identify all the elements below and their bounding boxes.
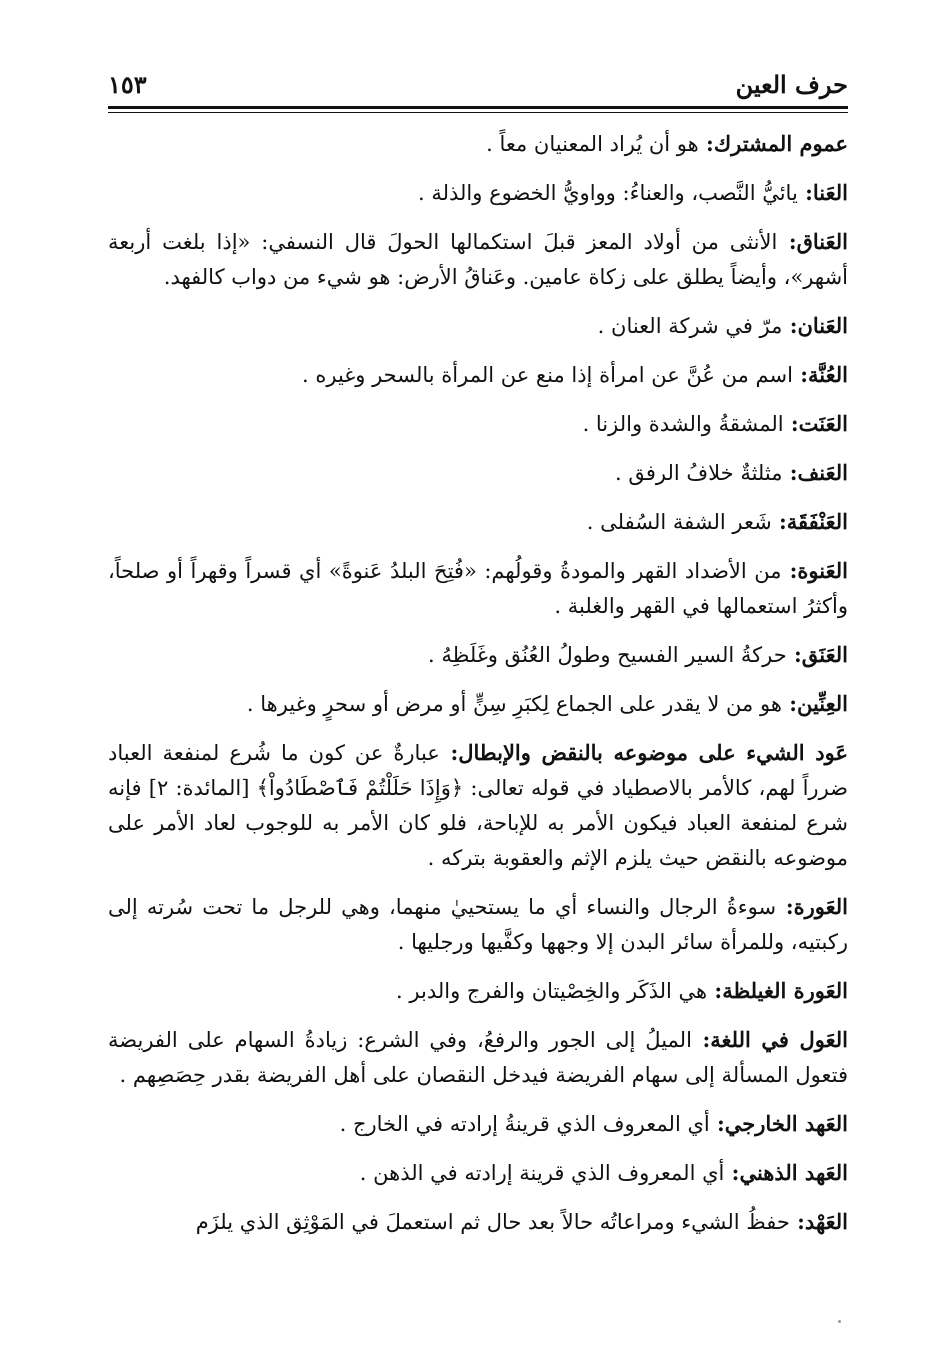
entry-term: العَنَت: [798, 411, 848, 436]
entry-definition: مثلثةٌ خلافُ الرفق .: [614, 461, 783, 485]
entry: العَنَت: المشقةُ والشدة والزنا .: [582, 411, 848, 436]
entry-term: العَنوة: [797, 558, 848, 583]
entry: العَنا: يائيُّ النَّصب، والعناءُ: وواويُّ الخضوع والذلة .: [417, 180, 848, 205]
entry-term: العَناق: [796, 229, 848, 254]
entry: العَهد الخارجي: أي المعروف الذي قرينةُ إرادته في الخارج .: [339, 1111, 848, 1136]
entry: العَهد الذهني: أي المعروف الذي قرينة إرادته في الذهن .: [359, 1160, 848, 1185]
header-rule-thick: [108, 106, 848, 109]
entry: العِنِّين: هو من لا يقدر على الجماع لِكبَرِ سِنٍّ أو مرض أو سحرٍ وغيرها .: [246, 691, 848, 716]
entry-definition: مرّ في شركة العنان .: [597, 314, 783, 338]
entry: العَورة الغيلظة: هي الذَكَر والخِصْيتان والفرج والدبر .: [396, 978, 848, 1003]
entry-definition: المشقةُ والشدة والزنا .: [582, 412, 784, 436]
page-number: ١٥٣: [108, 69, 147, 99]
entry-term: العَول في اللغة: [710, 1027, 848, 1052]
entry-definition: شَعر الشفة السُفلى .: [586, 510, 772, 534]
entry-term: العُنَّة: [808, 362, 848, 387]
page-header: [108, 64, 848, 104]
entry-term: العَورة: [793, 894, 848, 919]
entry-term: العَهد الذهني: [739, 1160, 848, 1185]
entry-definition: يائيُّ النَّصب، والعناءُ: وواويُّ الخضوع والذلة .: [417, 181, 798, 205]
entry: العَنَق: حركةُ السير الفسيح وطولُ العُنُق وغَلَظِهُ .: [428, 642, 848, 667]
entry: العُنَّة: اسم من عُنَّ عن امرأة إذا منع عن المرأة بالسحر وغيره .: [302, 362, 848, 387]
running-head: حرف العين: [735, 69, 848, 99]
entry: العَنف: مثلثةٌ خلافُ الرفق .: [614, 460, 848, 485]
entry: العَناق: الأنثى من أولاد المعز قبلَ استكمالها الحولَ قال النسفي: «إذا بلغت أربعة أشهر»، وأيضاً يطلق على زكاة عامين. وعَناقُ الأرض: هو شيء من دواب كالفهد.: [108, 229, 848, 289]
entry-definition: من الأضداد القهر والمودةُ وقولُهم: «فُتِحَ البلدُ عَنوةً» أي قسراً وقهراً أو صلحاً، وأكثرُ استعمالها في القهر والغلبة .: [108, 559, 848, 618]
entry: العَنوة: من الأضداد القهر والمودةُ وقولُهم: «فُتِحَ البلدُ عَنوةً» أي قسراً وقهراً أو صلحاً، وأكثرُ استعمالها في القهر والغلبة .: [108, 558, 848, 618]
entry: العَول في اللغة: الميلُ إلى الجور والرفعُ، وفي الشرع: زيادةُ السهام على الفريضة فتعول المسألة إلى سهام الفريضة فيدخل النقصان على أهل الفريضة بقدر حِصَصِهم .: [108, 1027, 848, 1087]
entry-term: العَورة الغيلظة: [722, 978, 848, 1003]
entry: عَود الشيء على موضوعه بالنقض والإبطال: عبارةٌ عن كون ما شُرع لمنفعة العباد ضرراً لهم، كالأمر بالاصطياد في قوله تعالى: ﴿وَإِذَا حَلَلْتُمْ فَٱصْطَادُواْ﴾ [المائدة: ٢] فإنه شرع لمنفعة العباد فيكون الأمر به للإباحة، فلو كان الأمر به للوجوب لعاد الأمر على موضوعه بالنقض حيث يلزم الإثم والعقوبة بتركه .: [108, 740, 848, 870]
entry-definition: هو من لا يقدر على الجماع لِكبَرِ سِنٍّ أو مرض أو سحرٍ وغيرها .: [246, 692, 782, 716]
entry: عموم المشترك: هو أن يُراد المعنيان معاً .: [486, 131, 848, 156]
entry-definition: عبارةٌ عن كون ما شُرع لمنفعة العباد ضرراً لهم، كالأمر بالاصطياد في قوله تعالى: ﴿وَإِذَا حَلَلْتُمْ فَٱصْطَادُواْ﴾ [المائدة: ٢] فإنه شرع لمنفعة العباد فيكون الأمر به للإباحة، فلو كان الأمر به للوجوب لعاد الأمر على موضوعه بالنقض حيث يلزم الإثم والعقوبة بتركه .: [108, 741, 848, 870]
entry: العَورة: سوءةُ الرجال والنساء أي ما يستحييٰ منهما، وهي للرجل ما تحت سُرته إلى ركبتيه، وللمرأة سائر البدن إلا وجهها وكفَّيها ورجليها .: [108, 894, 848, 954]
entry-term: العَنف: [797, 460, 848, 485]
entry-definition: حفظُ الشيء ومراعاتُه حالاً بعد حال ثم استعملَ في المَوْثِق الذي يلزَم: [195, 1210, 790, 1234]
entry-definition: الميلُ إلى الجور والرفعُ، وفي الشرع: زيادةُ السهام على الفريضة فتعول المسألة إلى سهام الفريضة فيدخل النقصان على أهل الفريضة بقدر حِصَصِهم .: [108, 1028, 848, 1087]
entry-definition: هي الذَكَر والخِصْيتان والفرج والدبر .: [396, 979, 708, 1003]
entry-term: العَنْفَقَة: [786, 509, 848, 534]
entry: العَنان: مرّ في شركة العنان .: [597, 313, 848, 338]
entry: العَهْد: حفظُ الشيء ومراعاتُه حالاً بعد حال ثم استعملَ في المَوْثِق الذي يلزَم: [195, 1209, 848, 1234]
header-rule-thin: [108, 112, 848, 113]
entry-definition: هو أن يُراد المعنيان معاً .: [486, 132, 699, 156]
entry-definition: سوءةُ الرجال والنساء أي ما يستحييٰ منهما، وهي للرجل ما تحت سُرته إلى ركبتيه، وللمرأة سائر البدن إلا وجهها وكفَّيها ورجليها .: [108, 895, 848, 954]
entry-definition: حركةُ السير الفسيح وطولُ العُنُق وغَلَظِهُ .: [428, 643, 787, 667]
entry-term: عموم المشترك: [713, 131, 848, 156]
entry-term: العَنَق: [801, 642, 848, 667]
entry-definition: اسم من عُنَّ عن امرأة إذا منع عن المرأة بالسحر وغيره .: [302, 363, 793, 387]
entry-term: العَهد الخارجي: [724, 1111, 848, 1136]
dictionary-entries: [108, 126, 848, 1253]
entry-term: العَنا: [812, 180, 848, 205]
entry: العَنْفَقَة: شَعر الشفة السُفلى .: [586, 509, 848, 534]
entry-term: العِنِّين: [796, 691, 848, 716]
entry-definition: أي المعروف الذي قرينة إرادته في الذهن .: [359, 1161, 725, 1185]
entry-term: العَنان: [797, 313, 848, 338]
entry-term: عَود الشيء على موضوعه بالنقض والإبطال: [458, 740, 848, 765]
entry-term: العَهْد: [804, 1209, 848, 1234]
scan-speck: [838, 1320, 841, 1323]
entry-definition: أي المعروف الذي قرينةُ إرادته في الخارج .: [339, 1112, 710, 1136]
entry-definition: الأنثى من أولاد المعز قبلَ استكمالها الحولَ قال النسفي: «إذا بلغت أربعة أشهر»، وأيضاً يطلق على زكاة عامين. وعَناقُ الأرض: هو شيء من دواب كالفهد.: [108, 230, 848, 289]
